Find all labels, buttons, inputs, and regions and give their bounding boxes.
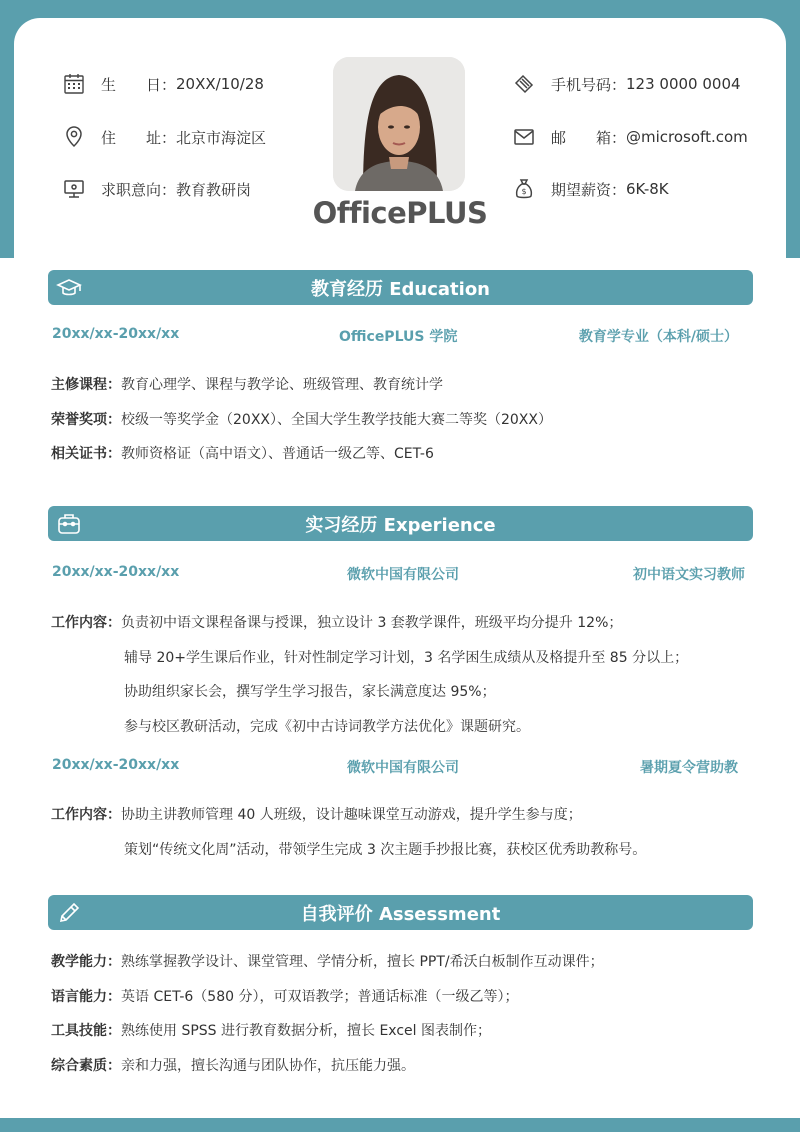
job-meta [52, 757, 752, 777]
assessment-item [51, 1055, 415, 1075]
assessment-title: 自我评价 Assessment [300, 903, 501, 925]
phone-row [511, 71, 741, 97]
job-period: 20xx/xx-20xx/xx [52, 757, 180, 773]
job-period: 20xx/xx-20xx/xx [52, 564, 180, 580]
job-line [51, 612, 622, 632]
item-label: 教学能力： [51, 954, 121, 970]
svg-text:$: $ [521, 187, 527, 196]
birth-value: 20XX/10/28 [176, 75, 264, 93]
item-text: 熟练掌握教学设计、课堂管理、学情分析，擅长 PPT/希沃白板制作互动课件； [121, 954, 604, 970]
job-role: 暑期夏令营助教 [640, 760, 738, 776]
birth-label: 生 日： [101, 75, 177, 94]
phone-value: 123 0000 0004 [626, 75, 741, 93]
address-label: 住 址： [101, 128, 177, 147]
job-label: 工作内容： [51, 615, 121, 631]
item-label: 语言能力： [51, 989, 121, 1005]
job-company: 微软中国有限公司 [347, 567, 459, 583]
location-pin-icon [61, 124, 87, 150]
job-text: 参与校区教研活动，完成《初中古诗词教学方法优化》课题研究。 [124, 719, 530, 735]
graduation-cap-icon [54, 273, 84, 303]
phone-icon [511, 71, 537, 97]
job-text: 协助组织家长会，撰写学生学习报告，家长满意度达 95%； [124, 684, 496, 700]
email-value: @microsoft.com [626, 128, 748, 146]
education-item [51, 409, 552, 429]
bottom-band [0, 1118, 800, 1132]
item-text: 熟练使用 SPSS 进行教育数据分析，擅长 Excel 图表制作； [121, 1023, 491, 1039]
salary-label: 期望薪资： [551, 180, 627, 199]
education-meta [52, 326, 752, 346]
monitor-icon [61, 176, 87, 202]
job-line [124, 716, 530, 736]
salary-value: 6K-8K [626, 180, 669, 198]
phone-label: 手机号码： [551, 75, 627, 94]
item-text: 校级一等奖学金（20XX）、全国大学生教学技能大赛二等奖（20XX） [121, 412, 552, 428]
address-value: 北京市海淀区 [176, 128, 267, 147]
experience-title: 实习经历 Experience [305, 514, 496, 536]
education-title: 教育经历 Education [310, 278, 491, 300]
job-company: 微软中国有限公司 [347, 760, 459, 776]
education-major: 教育学专业（本科/硕士） [578, 329, 738, 345]
brand-name: OfficePLUS [312, 196, 488, 230]
job-text: 策划“传统文化周”活动，带领学生完成 3 次主题手抄报比赛，获校区优秀助教称号。 [124, 842, 647, 858]
birth-row [61, 71, 264, 97]
job-line [51, 804, 582, 824]
money-bag-icon [511, 176, 537, 202]
profile-photo [333, 57, 465, 191]
job-line [124, 681, 496, 701]
job-text: 协助主讲教师管理 40 人班级，设计趣味课堂互动游戏，提升学生参与度； [121, 807, 582, 823]
email-label: 邮 箱： [551, 128, 627, 147]
mail-icon [511, 124, 537, 150]
job-label: 工作内容： [51, 807, 121, 823]
education-school: OfficePLUS 学院 [339, 329, 458, 345]
address-row [61, 124, 266, 150]
experience-header [48, 506, 753, 541]
job-role: 初中语文实习教师 [633, 567, 745, 583]
item-text: 亲和力强，擅长沟通与团队协作，抗压能力强。 [121, 1058, 415, 1074]
education-period: 20xx/xx-20xx/xx [52, 326, 180, 342]
intent-label: 求职意向： [101, 180, 177, 199]
assessment-item [51, 951, 604, 971]
assessment-header [48, 895, 753, 930]
salary-row [511, 176, 669, 202]
education-header [48, 270, 753, 305]
job-line [124, 647, 688, 667]
briefcase-icon [54, 509, 84, 539]
item-label: 综合素质： [51, 1058, 121, 1074]
intent-value: 教育教研岗 [176, 180, 252, 199]
calendar-icon [61, 71, 87, 97]
job-meta [52, 564, 752, 584]
pencil-icon [54, 898, 84, 928]
education-item [51, 443, 434, 463]
item-text: 教育心理学、课程与教学论、班级管理、教育统计学 [121, 377, 443, 393]
job-text: 负责初中语文课程备课与授课，独立设计 3 套教学课件，班级平均分提升 12%； [121, 615, 623, 631]
job-text: 辅导 20+学生课后作业，针对性制定学习计划，3 名学困生成绩从及格提升至 85 分以上； [124, 650, 689, 666]
item-text: 英语 CET-6（580 分），可双语教学；普通话标准（一级乙等）； [121, 989, 519, 1005]
assessment-item [51, 986, 518, 1006]
item-text: 教师资格证（高中语文）、普通话一级乙等、CET-6 [121, 446, 434, 462]
education-item [51, 374, 443, 394]
job-line [124, 839, 646, 859]
email-row [511, 124, 748, 150]
assessment-item [51, 1020, 491, 1040]
item-label: 荣誉奖项： [51, 412, 121, 428]
item-label: 相关证书： [51, 446, 121, 462]
intent-row [61, 176, 251, 202]
item-label: 主修课程： [51, 377, 121, 393]
item-label: 工具技能： [51, 1023, 121, 1039]
